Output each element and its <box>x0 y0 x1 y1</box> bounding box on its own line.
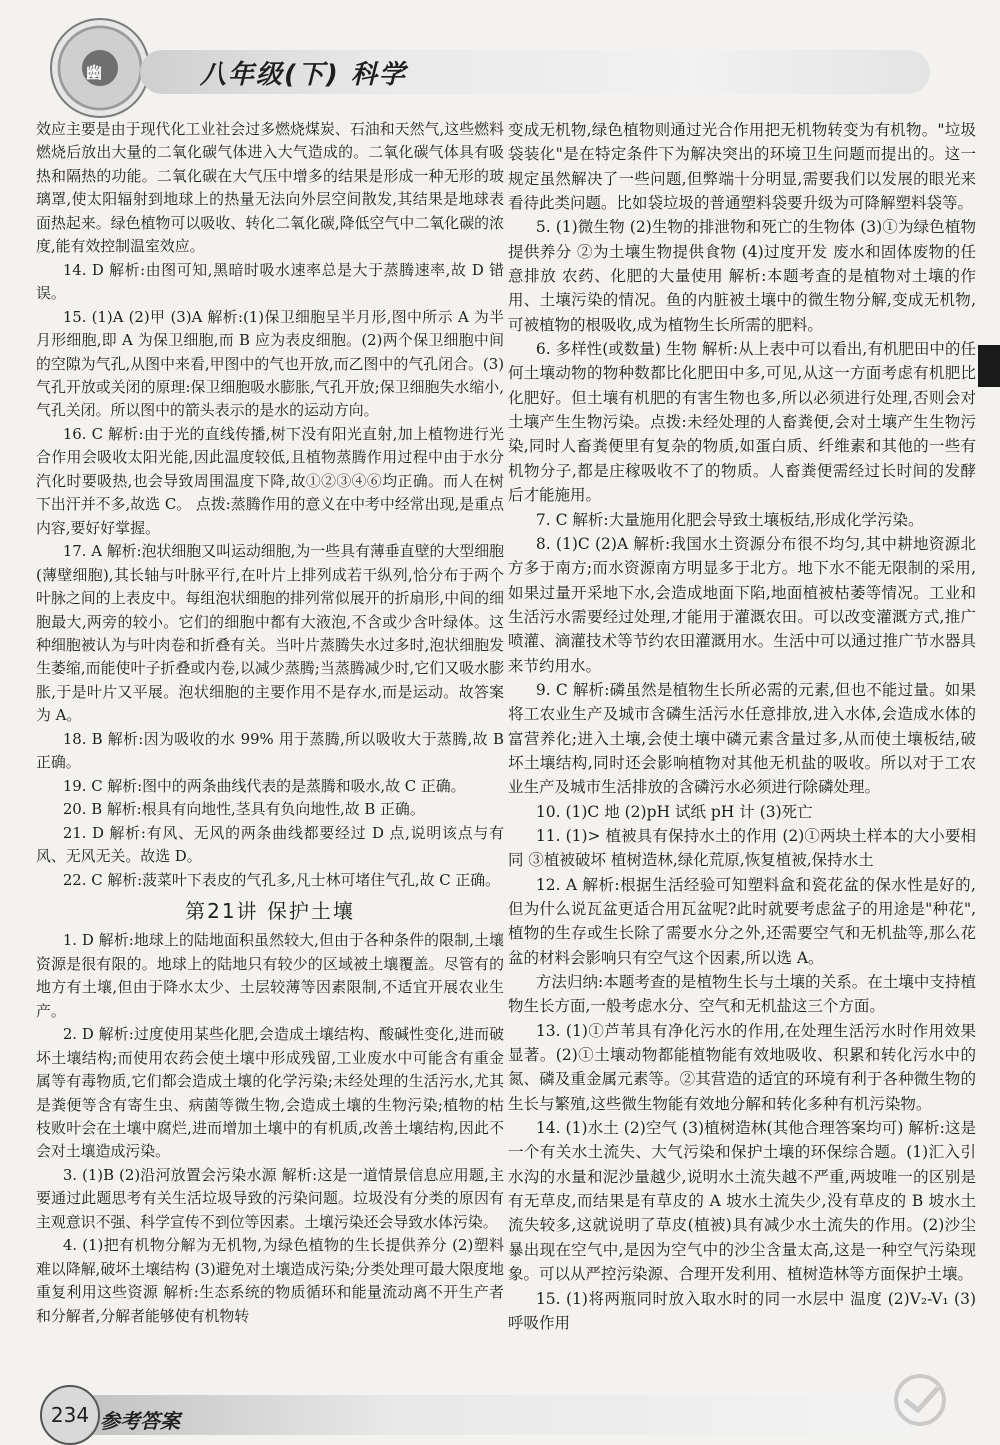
answer-paragraph: 14. (1)水土 (2)空气 (3)植树造林(其他合理答案均可) 解析:这是一个有关水土流失、大气污染和保护土壤的环保综合题。(1)汇入引水沟的水量和泥沙量越少,说明水土流失越不严重,两坡唯一的区别是有无草皮,而结果是有草皮的 A 坡水土流失少,没有草皮的 B 坡水土流失较多,这就说明了草皮(植被)具有减少水土流失的作用。(2)沙尘暴出现在空气中,是因为空气中的沙尘含量太高,这是一种空气污染现象。可以从严控污染源、合理开发利用、植树造林等方面保护土壤。 <box>508 1119 976 1284</box>
answer-paragraph: 15. (1)将两瓶同时放入取水时的同一水层中 温度 (2)V₂-V₁ (3)呼吸作用 <box>508 1289 976 1332</box>
series-logo <box>50 18 150 118</box>
page-title: 八年级(下) 科学 <box>200 60 407 90</box>
watermark-icon <box>860 1370 980 1440</box>
answer-paragraph: 14. D 解析:由图可知,黑暗时吸水速率总是大于蒸腾速率,故 D 错误。 <box>36 260 504 303</box>
answer-paragraph: 9. C 解析:磷虽然是植物生长所必需的元素,但也不能过量。如果将工农业生产及城市含磷生活污水任意排放,进入水体,会造成水体的富营养化;进入土壤,会使土壤中磷元素含量过多,从而使土壤板结,破坏土壤结构,同时还会影响植物对其他无机盐的吸收。所以对于工农业生产及城市生活排放的含磷污水必须进行除磷处理。 <box>508 680 976 797</box>
answer-paragraph: 11. (1)> 植被具有保持水土的作用 (2)①两块土样本的大小要相同 ③植被破坏 植树造林,绿化荒原,恢复植被,保持水土 <box>508 826 976 870</box>
answer-paragraph: 15. (1)A (2)甲 (3)A 解析:(1)保卫细胞呈半月形,图中所示 A 为半月形细胞,即 A 为保卫细胞,而 B 应为表皮细胞。(2)两个保卫细胞中间的空隙为气孔,从图中来看,甲图中的气也开放,而乙图中的气孔闭合。(3)气孔开放或关闭的原理:保卫细胞吸水膨胀,气孔开放;保卫细胞失水缩小,气孔关闭。所以图中的箭头表示的是水的运动方向。 <box>36 307 504 420</box>
answer-paragraph: 1. D 解析:地球上的陆地面积虽然较大,但由于各种条件的限制,土壤资源是很有限的。地球上的陆地只有较少的区域被土壤覆盖。尽管有的地方有土壤,但由于降水太少、土层较薄等因素限制,不适宜开展农业生产。 <box>36 931 504 1020</box>
answer-paragraph: 6. 多样性(或数量) 生物 解析:从上表中可以看出,有机肥田中的任何土壤动物的物种数都比化肥田中多,可见,从这一方面考虑有机肥比化肥好。但土壤有机肥的有害生物也多,所以必须进行处理,否则会对土壤产生生物污染。点拨:未经处理的人畜粪便,会对土壤产生生物污染,同时人畜粪便里有复杂的物质,如蛋白质、纤维素和其他的一些有机物分子,都是庄稼吸收不了的物质。人畜粪便需经过长时间的发酵后才能施用。 <box>508 340 976 505</box>
answer-paragraph: 10. (1)C 地 (2)pH 试纸 pH 计 (3)死亡 <box>535 802 813 821</box>
right-column <box>508 118 976 1335</box>
answer-paragraph: 4. (1)把有机物分解为无机物,为绿色植物的生长提供养分 (2)塑料难以降解,破坏土壤结构 (3)避免对土壤造成污染;分类处理可最大限度地重复利用这些资源 解析:生态系统的物质循环和能量流动离不开生产者和分解者,分解者能够使有机物转 <box>36 1236 504 1325</box>
page-number: 234 <box>40 1385 100 1445</box>
answer-paragraph: 效应主要是由于现代化工业社会过多燃烧煤炭、石油和天然气,这些燃料燃烧后放出大量的二氧化碳气体进入大气造成的。二氧化碳气体具有吸热和隔热的功能。二氧化碳在大气压中增多的结果是形成一种无形的玻璃罩,使太阳辐射到地球上的热量无法向外层空间散发,其结果是地球表面热起来。绿色植物可以吸收、转化二氧化碳,降低空气中二氧化碳的浓度,能有效控制温室效应。 <box>36 120 504 256</box>
answer-paragraph: 21. D 解析:有风、无风的两条曲线都要经过 D 点,说明该点与有风、无风无关。故选 D。 <box>36 823 504 866</box>
answer-paragraph: 22. C 解析:菠菜叶下表皮的气孔多,凡士林可堵住气孔,故 C 正确。 <box>62 870 501 889</box>
logo-text: 幽 <box>86 63 101 82</box>
answer-paragraph: 2. D 解析:过度使用某些化肥,会造成土壤结构、酸碱性变化,进而破坏土壤结构;而使用农药会使土壤中形成残留,工业废水中可能含有重金属等有毒物质,它们都会造成土壤的化学污染;未经处理的生活污水,尤其是粪便等含有寄生虫、病菌等微生物,会造成土壤的生物污染;植物的枯枝败叶会在土壤中腐烂,进而增加土壤中的有机质,改善土壤结构,因此不会对土壤造成污染。 <box>36 1025 504 1161</box>
page-header <box>50 18 930 113</box>
answer-paragraph: 8. (1)C (2)A 解析:我国水土资源分布很不均匀,其中耕地资源北方多于南方;而水资源南方明显多于北方。地下水不能无限制的采用,如果过量开采地下水,会造成地面下陷,地面植被枯萎等情况。工业和生活污水需要经过处理,才能用于灌溉农田。可以改变灌溉方式,推广喷灌、滴灌技术等节约农田灌溉用水。生活中可以通过推广节水器具来节约用水。 <box>508 534 976 675</box>
answer-paragraph: 17. A 解析:泡状细胞又叫运动细胞,为一些具有薄垂直壁的大型细胞(薄壁细胞),其长轴与叶脉平行,在叶片上排列成若干纵列,恰分布于两个叶脉之间的上表皮中。每组泡状细胞的排列常似展开的折扇形,中间的细胞最大,两旁的较小。它们的细胞中都有大液泡,不含或少含叶绿体。这种细胞被认为与叶肉卷和折叠有关。当叶片蒸腾失水过多时,泡状细胞发生萎缩,而能使叶子折叠或内卷,以减少蒸腾;当蒸腾减少时,它们又吸水膨胀,于是叶片又平展。泡状细胞的主要作用不是存水,而是运动。故答案为 A。 <box>36 542 504 725</box>
answer-paragraph: 5. (1)微生物 (2)生物的排泄物和死亡的生物体 (3)①为绿色植物提供养分 ②为土壤生物提供食物 (4)过度开发 废水和固体废物的任意排放 农药、化肥的大量使用 解析:本题考查的是植物对土壤的作用、土壤污染的情况。鱼的内脏被土壤中的微生物分解,变成无机物,可被植物的根吸收,成为植物生长所需的肥料。 <box>508 218 976 334</box>
side-tab-marker <box>978 345 1000 387</box>
answer-paragraph: 18. B 解析:因为吸收的水 99% 用于蒸腾,所以吸收大于蒸腾,故 B 正确。 <box>36 729 504 772</box>
left-column <box>36 118 504 1328</box>
answer-paragraph: 13. (1)①芦苇具有净化污水的作用,在处理生活污水时作用效果显著。(2)①土壤动物都能植物能有效地吸收、积累和转化污水中的氮、磷及重金属元素等。②其营造的适宜的环境有利于各种微生物的生长与繁殖,这些微生物能有效地分解和转化多种有机污染物。 <box>508 1021 976 1113</box>
answer-paragraph: 12. A 解析:根据生活经验可知塑料盒和瓷花盆的保水性是好的,但为什么说瓦盆更适合用瓦盆呢?此时就要考虑盆子的用途是"种花",植物的生存或生长除了需要水分之外,还需要空气和无机盐等,那么花盆的材料会影响只有空气这个因素,所以选 A。 <box>508 875 976 967</box>
answer-paragraph: 16. C 解析:由于光的直线传播,树下没有阳光直射,加上植物进行光合作用会吸收太阳光能,因此温度较低,且植物蒸腾作用过程中由于水分汽化时要吸热,也会导致周围温度下降,故①②③④⑥均正确。而人在树下出汗并不多,故选 C。 点拨:蒸腾作用的意义在中考中经常出现,是重点内容,要好好掌握。 <box>36 424 504 537</box>
answer-paragraph: 20. B 解析:根具有向地性,茎具有负向地性,故 B 正确。 <box>62 800 425 819</box>
answer-paragraph: 方法归纳:本题考查的是植物生长与土壤的关系。在土壤中支持植物生长方面,一般考虑水分、空气和无机盐这三个方面。 <box>508 973 976 1016</box>
answer-paragraph: 变成无机物,绿色植物则通过光合作用把无机物转变为有机物。"垃圾袋装化"是在特定条件下为解决突出的环境卫生问题而提出的。这一规定虽然解决了一些问题,但弊端十分明显,需要我们以发展的眼光来看待此类问题。比如袋垃圾的普通塑料袋要升级为可降解塑料袋等。 <box>508 121 976 213</box>
footer-label: 参考答案 <box>100 1409 180 1433</box>
section-title: 第21讲 保护土壤 <box>185 898 355 923</box>
answer-paragraph: 3. (1)B (2)沿河放置会污染水源 解析:这是一道情景信息应用题,主要通过此题思考有关生活垃圾导致的污染问题。垃圾没有分类的原因有主观意识不强、科学宣传不到位等因素。土壤污染还会导致水体污染。 <box>36 1165 504 1231</box>
answer-paragraph: 19. C 解析:图中的两条曲线代表的是蒸腾和吸水,故 C 正确。 <box>62 776 466 795</box>
answer-paragraph: 7. C 解析:大量施用化肥会导致土壤板结,形成化学污染。 <box>535 510 924 529</box>
